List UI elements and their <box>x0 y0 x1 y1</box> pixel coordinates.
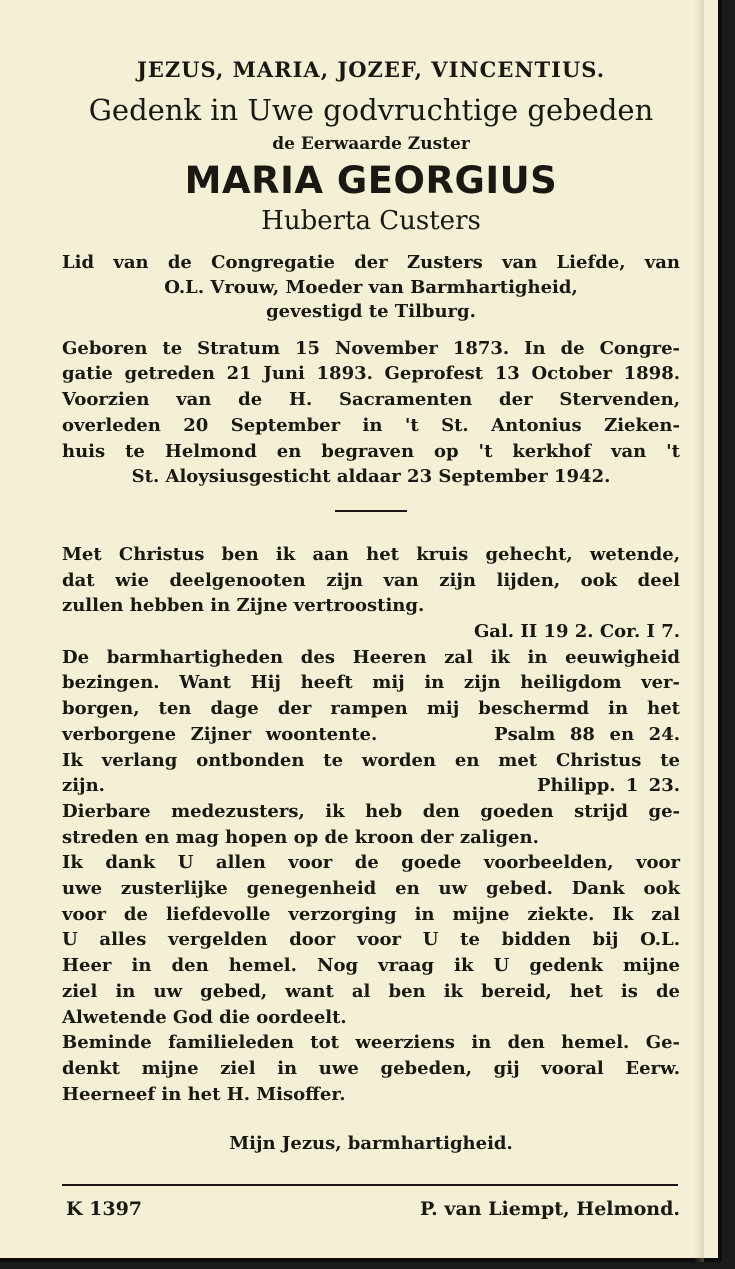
printer-name: P. van Liempt, Helmond. <box>420 1198 680 1220</box>
text-line: dat wie deelgenooten zijn van zijn lijden, ook deel <box>62 569 680 591</box>
text-line: zijn. Philipp. 1 23. <box>62 775 680 797</box>
biography-line: Voorzien van de H. Sacramenten der Stervenden, <box>62 389 680 411</box>
footer <box>66 1196 680 1222</box>
closing-prayer: Mijn Jezus, barmhartigheid. <box>229 1133 513 1155</box>
biography-line: Geboren te Stratum 15 November 1873. In de Congre- <box>62 337 680 359</box>
divider <box>335 510 407 512</box>
text-line: Heerneef in het H. Misoffer. <box>62 1083 346 1105</box>
text-line: uwe zusterlijke genegenheid en uw gebed. Dank ook <box>62 878 680 900</box>
biography-line: St. Aloysiusgesticht aldaar 23 September 1942. <box>131 466 611 488</box>
text-line: Beminde familieleden tot weerziens in den hemel. Ge- <box>62 1032 680 1054</box>
text-line: Heer in den hemel. Nog vraag ik U gedenk mijne <box>62 955 680 977</box>
text-line: Ik dank U allen voor de goede voorbeelden, voor <box>62 852 680 874</box>
honorific-title: de Eerwaarde Zuster <box>272 134 470 154</box>
text-line: Dierbare medezusters, ik heb den goeden strijd ge- <box>62 800 680 822</box>
civil-name: Huberta Custers <box>261 206 481 236</box>
congregation-line: Lid van de Congregatie der Zusters van Liefde, van <box>62 252 680 273</box>
text-line: voor de liefdevolle verzorging in mijne ziekte. Ik zal <box>62 903 680 925</box>
congregation-block <box>62 250 680 324</box>
text-line: zullen hebben in Zijne vertroosting. <box>62 595 425 617</box>
text-line: streden en mag hopen op de kroon der zaligen. <box>62 826 539 848</box>
citation-line: Gal. II 19 2. Cor. I 7. <box>473 621 680 643</box>
footer-divider <box>62 1184 678 1186</box>
congregation-line: gevestigd te Tilburg. <box>266 300 476 322</box>
remembrance-line: Gedenk in Uwe godvruchtige gebeden <box>88 93 654 127</box>
text-line: verborgene Zijner woontente. Psalm 88 en 24. <box>62 723 680 745</box>
text-line: U alles vergelden door voor U te bidden bij O.L. <box>62 929 680 951</box>
text-line: Ik verlang ontbonden te worden en met Christus te <box>62 749 680 771</box>
biography-line: huis te Helmond en begraven op 't kerkhof van 't <box>62 440 680 462</box>
biography-line: gatie getreden 21 Juni 1893. Geprofest 13 October 1898. <box>62 363 680 385</box>
text-line: bezingen. Want Hij heeft mij in zijn heiligdom ver- <box>62 672 680 694</box>
congregation-line: O.L. Vrouw, Moeder van Barmhartigheid, <box>164 276 578 298</box>
biography-block <box>62 336 680 490</box>
text-line: ziel in uw gebed, want al ben ik bereid, het is de <box>62 980 680 1002</box>
paper-stain <box>694 0 704 1262</box>
scripture-text-block <box>62 542 680 1107</box>
card-code: K 1397 <box>66 1198 143 1220</box>
card-content <box>62 50 680 1157</box>
text-line: Met Christus ben ik aan het kruis gehecht, wetende, <box>62 543 680 565</box>
biography-line: overleden 20 September in 't St. Antonius Zieken- <box>62 414 680 436</box>
deceased-name: MARIA GEORGIUS <box>184 159 558 202</box>
text-line: Alwetende God die oordeelt. <box>62 1006 347 1028</box>
invocation: JEZUS, MARIA, JOZEF, VINCENTIUS. <box>136 57 606 82</box>
text-line: borgen, ten dage der rampen mij beschermd in het <box>62 698 680 720</box>
text-line: denkt mijne ziel in uwe gebeden, gij vooral Eerw. <box>62 1057 680 1079</box>
text-line: De barmhartigheden des Heeren zal ik in eeuwigheid <box>62 646 680 668</box>
